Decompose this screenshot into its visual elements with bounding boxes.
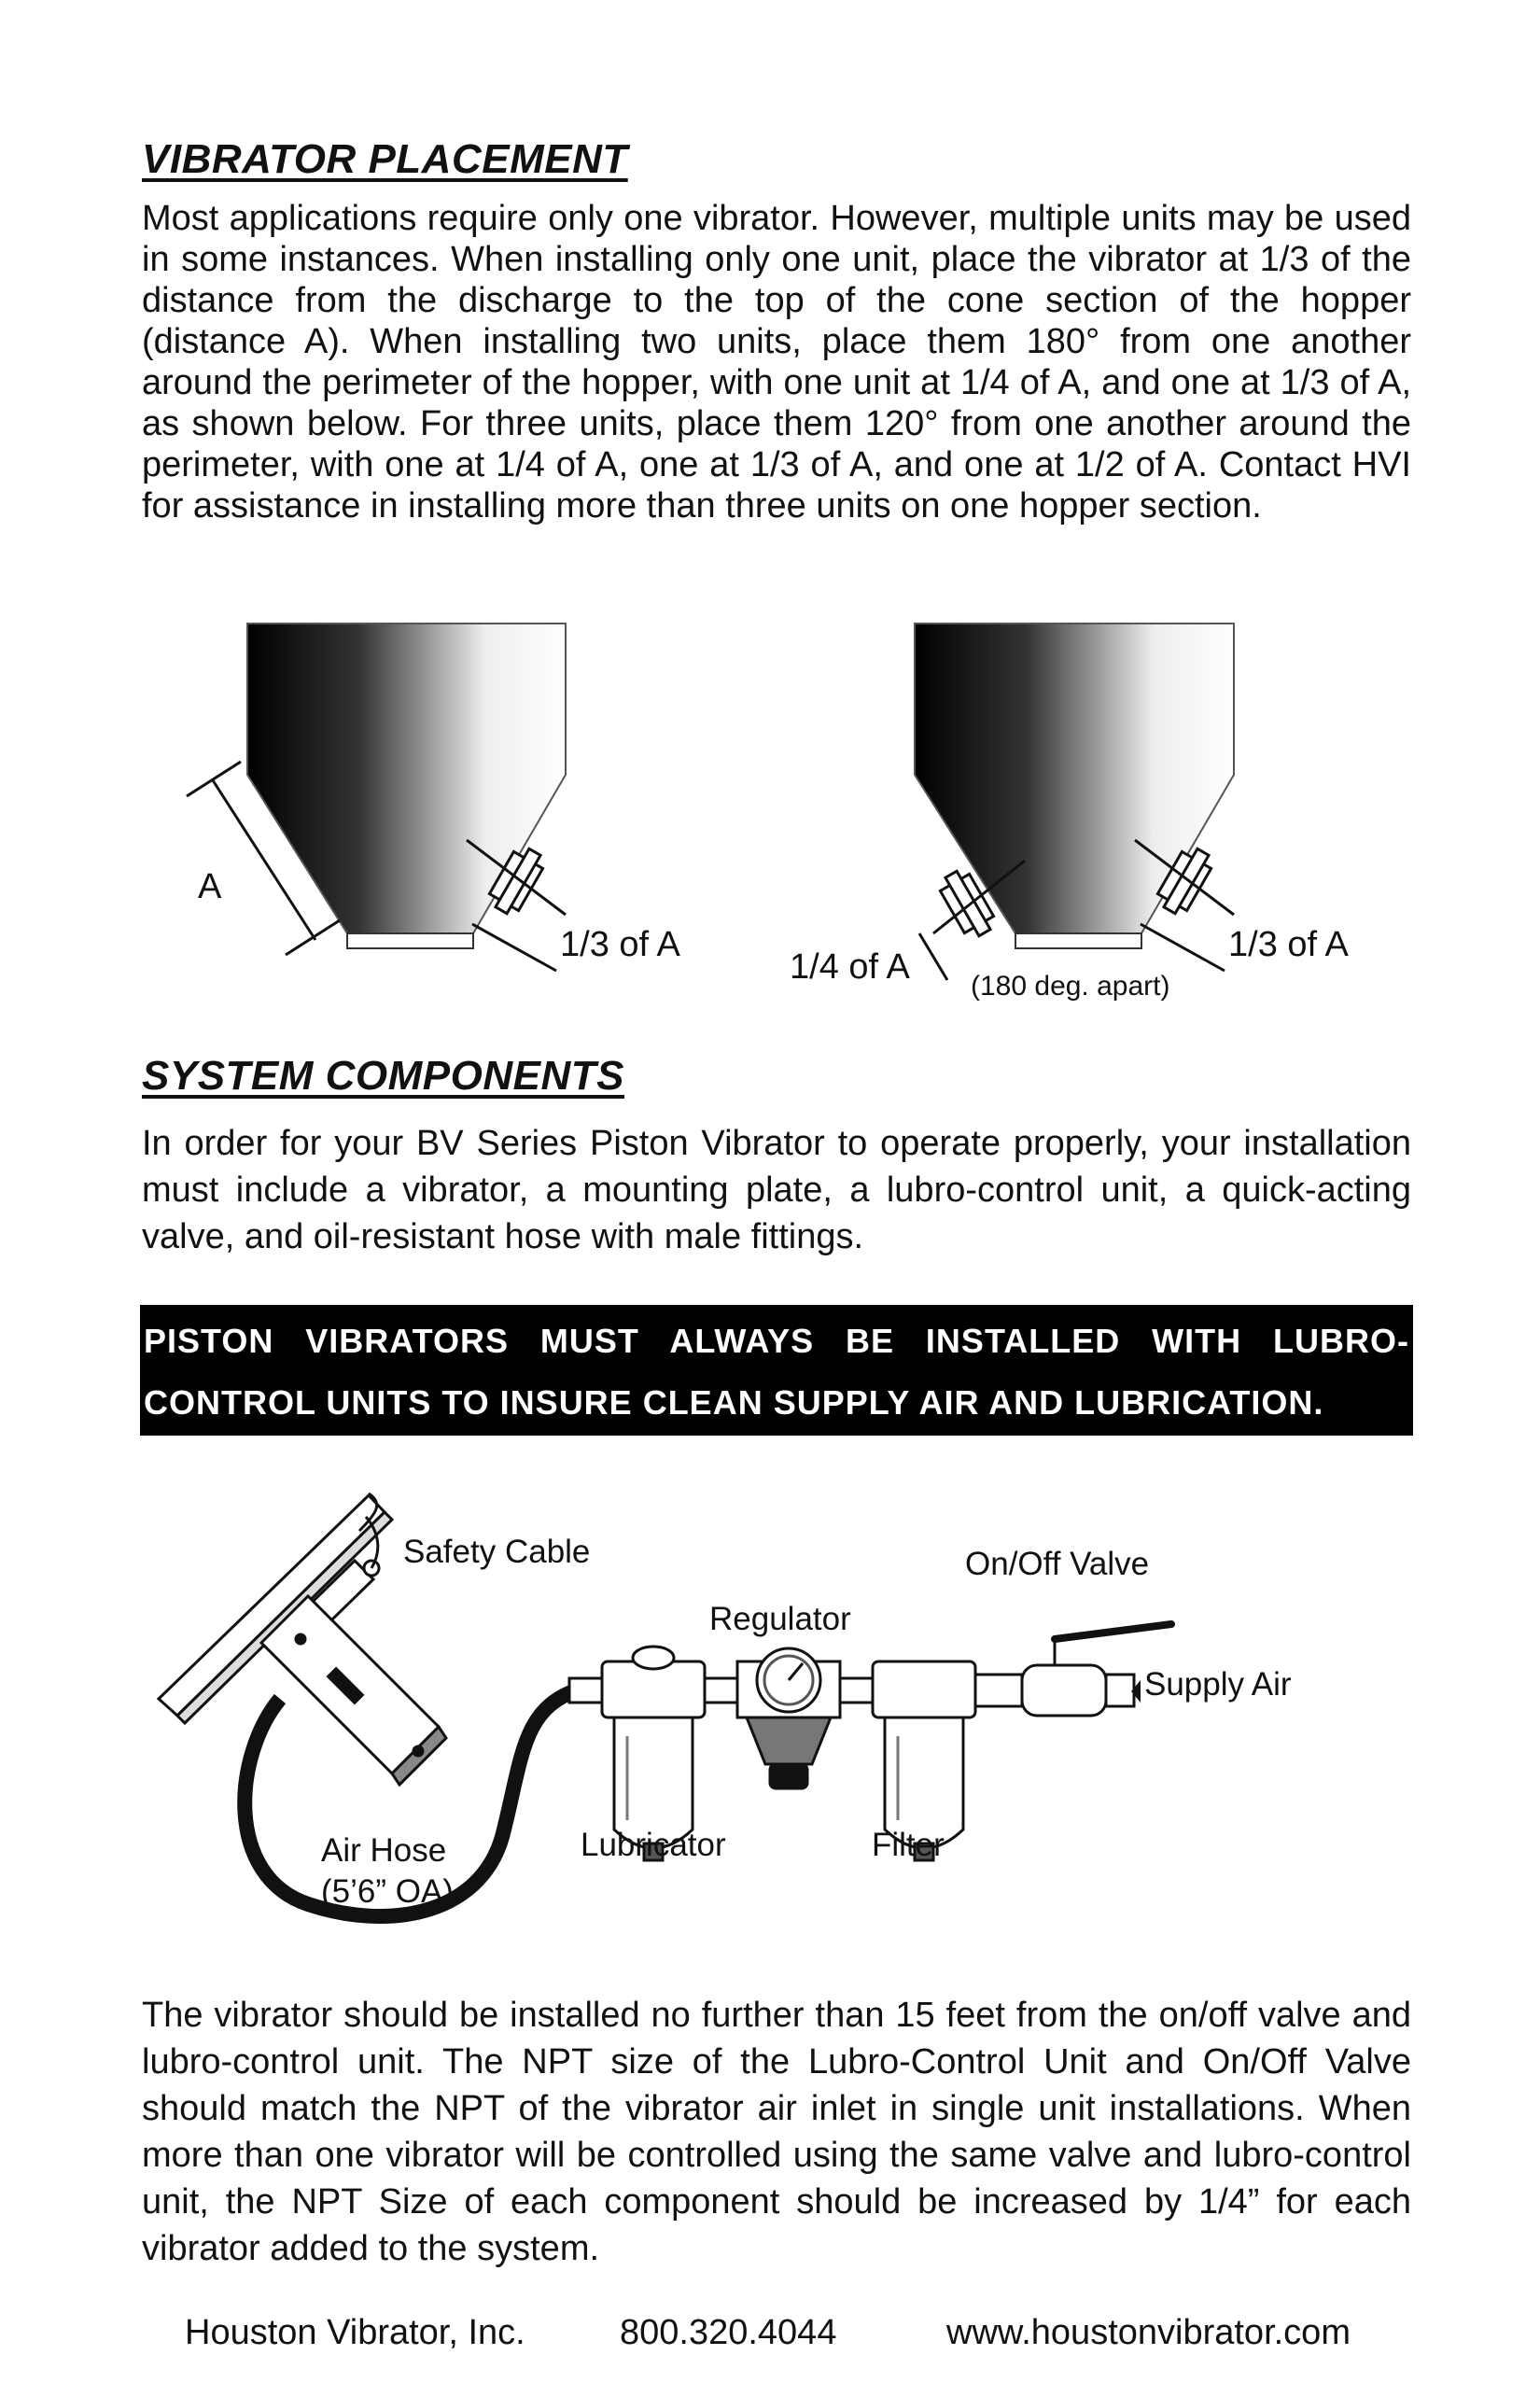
hopper-placement-diagrams <box>0 607 1540 1036</box>
label-air-hose-length: (5’6” OA) <box>321 1873 454 1910</box>
system-components-diagram <box>0 1475 1540 1960</box>
label-on-off-valve: On/Off Valve <box>965 1546 1150 1582</box>
label-lubricator: Lubricator <box>581 1827 726 1863</box>
installation-note: The vibrator should be installed no further than 15 feet from the on/off valve and lubro-control unit. The NPT size of the Lubro-Control Unit and On/Off Valve should match the NPT of the vibrator air inlet in single unit installations. When more than one vibrator will be controlled using the same valve and lubro-control unit, the NPT Size of each component should be increased by 1/4” for each vibrator added to the system. <box>142 1996 1411 2268</box>
left-position-label: 1/3 of A <box>560 925 680 964</box>
label-air-hose: Air Hose <box>321 1832 447 1869</box>
components-heading: SYSTEM COMPONENTS <box>142 1053 624 1099</box>
placement-heading: VIBRATOR PLACEMENT <box>142 136 628 182</box>
components-paragraph: In order for your BV Series Piston Vibrator to operate properly, your installation must include a vibrator, a mounting plate, a lubro-control unit, a quick-acting valve, and oil-resistant hose with male fittings. <box>142 1124 1411 1256</box>
on-off-valve <box>975 1624 1171 1716</box>
left-distance-label: A <box>198 867 222 906</box>
right-apart-note: (180 deg. apart) <box>971 971 1170 1002</box>
footer-website[interactable]: www.houstonvibrator.com <box>946 2313 1351 2352</box>
placement-paragraph: Most applications require only one vibrator. However, multiple units may be used in some instances. When installing only one unit, place the vibrator at 1/3 of the distance from the discharge to the top of the cone section of the hopper (distance A). When installing two units, place them 180° from one another around the perimeter of the hopper, with one unit at 1/4 of A, and one at 1/3 of A, as shown below. For three units, place them 120° from one another around the perimeter, with one at 1/4 of A, one at 1/3 of A, and one at 1/2 of A. Contact HVI for assistance in installing more than three units on one hopper section. <box>142 199 1411 526</box>
label-safety-cable: Safety Cable <box>403 1534 591 1570</box>
footer-company: Houston Vibrator, Inc. <box>185 2313 525 2352</box>
label-filter: Filter <box>872 1827 945 1863</box>
label-supply-air: Supply Air <box>1144 1666 1292 1703</box>
right-position-label-left: 1/4 of A <box>790 947 910 987</box>
regulator-unit <box>737 1648 840 1788</box>
warning-banner: PISTON VIBRATORS MUST ALWAYS BE INSTALLED WITH LUBRO-CONTROL UNITS TO INSURE CLEAN SUPPLY AIR AND LUBRICATION. <box>140 1305 1413 1436</box>
right-position-label-right: 1/3 of A <box>1228 925 1349 964</box>
label-regulator: Regulator <box>709 1601 851 1637</box>
footer-phone: 800.320.4044 <box>620 2313 837 2352</box>
